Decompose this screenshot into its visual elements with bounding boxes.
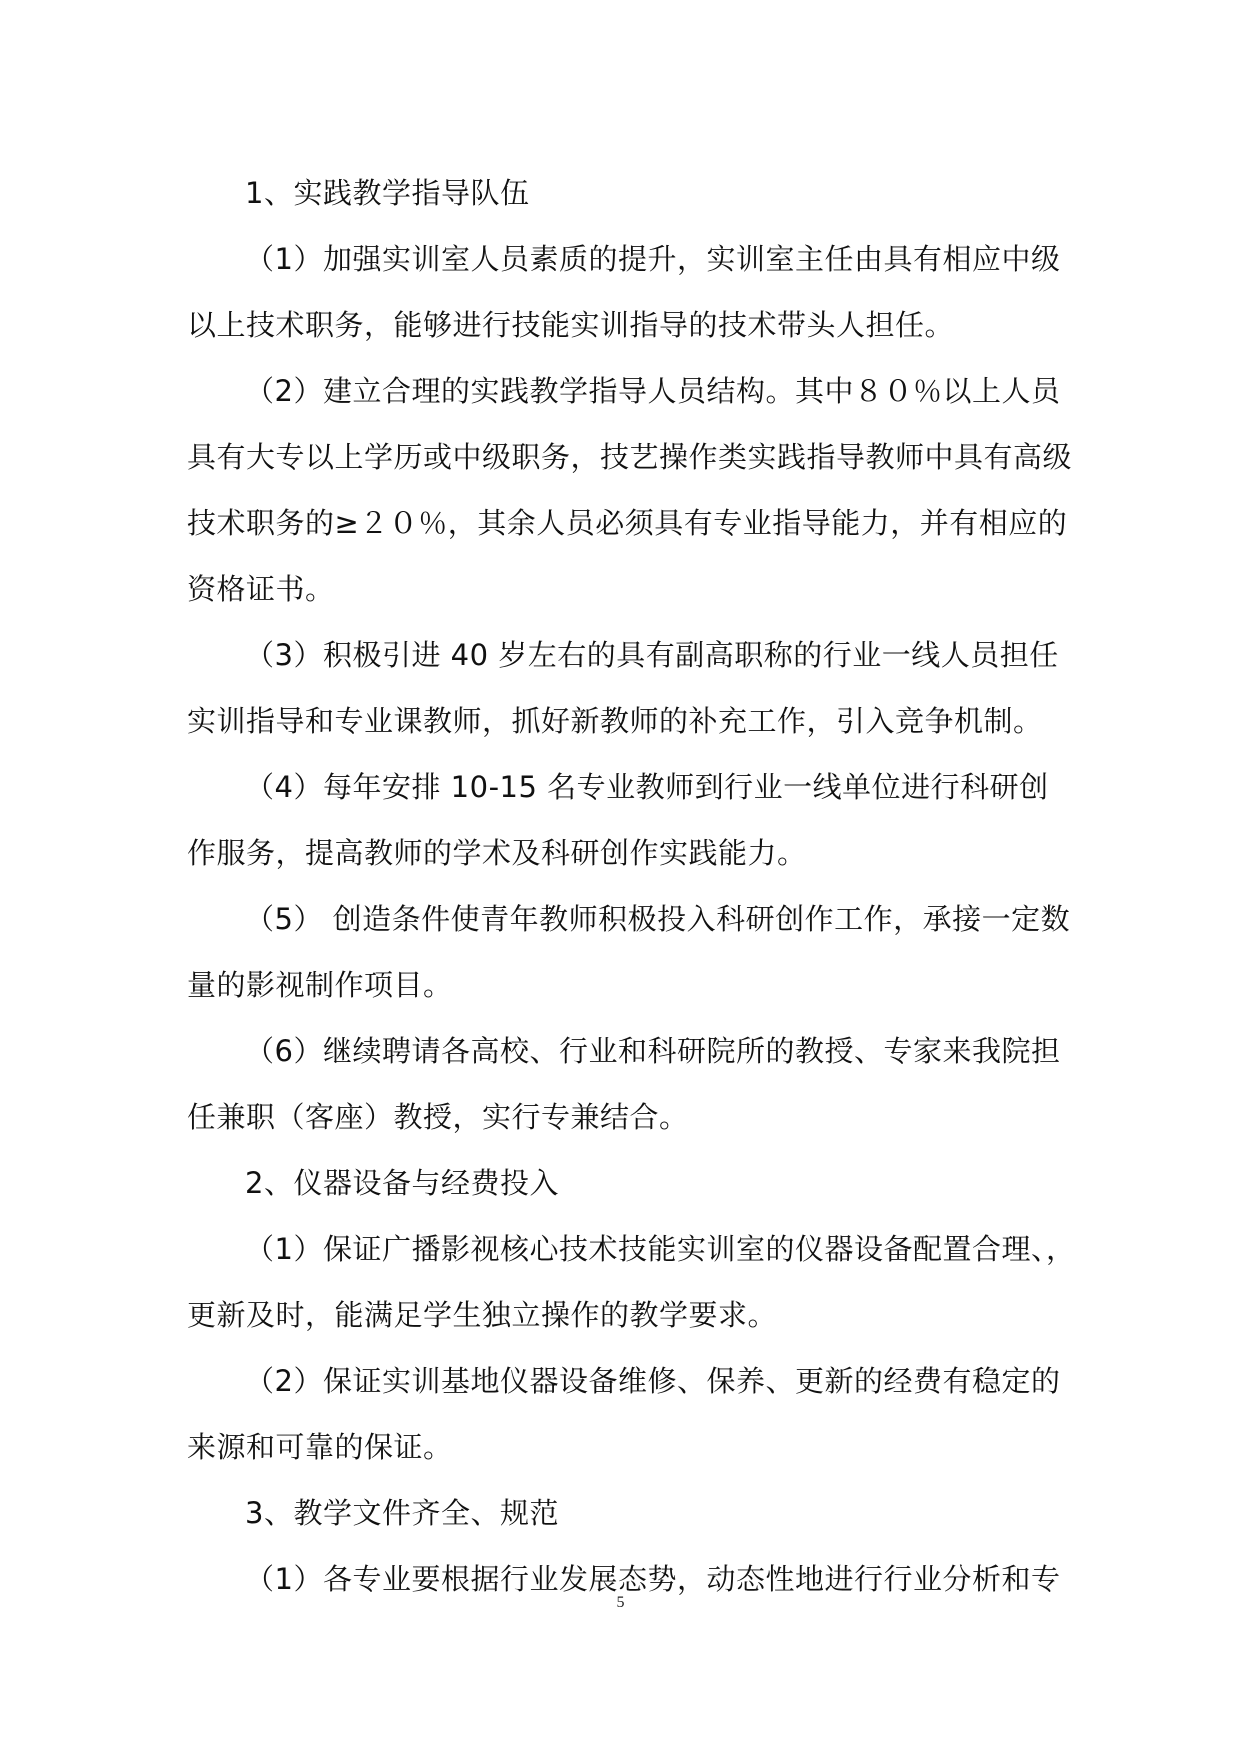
text-line: （1）加强实训室人员素质的提升，实训室主任由具有相应中级 (245, 242, 1061, 276)
text-line: 以上技术职务，能够进行技能实训指导的技术带头人担任。 (187, 308, 955, 342)
text-line: （1）保证广播影视核心技术技能实训室的仪器设备配置合理、， (245, 1232, 1076, 1266)
text-line: 具有大专以上学历或中级职务，技艺操作类实践指导教师中具有高级 (187, 440, 1073, 474)
text-line: 量的影视制作项目。 (187, 968, 453, 1002)
text-line: （6）继续聘请各高校、行业和科研院所的教授、专家来我院担 (245, 1034, 1061, 1068)
document-body (187, 160, 1076, 1612)
text-line: 来源和可靠的保证。 (187, 1430, 453, 1464)
text-line: （1）各专业要根据行业发展态势，动态性地进行行业分析和专 (245, 1562, 1061, 1596)
text-line: 2、仪器设备与经费投入 (245, 1166, 559, 1200)
text-line: 技术职务的≥２０％，其余人员必须具有专业指导能力，并有相应的 (187, 506, 1068, 540)
text-line: 资格证书。 (187, 572, 335, 606)
text-line: 1、实践教学指导队伍 (245, 176, 530, 210)
text-line: （5） 创造条件使青年教师积极投入科研创作工作，承接一定数 (245, 902, 1071, 936)
text-line: 实训指导和专业课教师，抓好新教师的补充工作，引入竞争机制。 (187, 704, 1043, 738)
text-line: （2）建立合理的实践教学指导人员结构。其中８０％以上人员 (245, 374, 1061, 408)
text-line: 3、教学文件齐全、规范 (245, 1496, 559, 1530)
text-line: 作服务，提高教师的学术及科研创作实践能力。 (187, 836, 807, 870)
page-number: 5 (616, 1594, 625, 1611)
text-line: （3）积极引进 40 岁左右的具有副高职称的行业一线人员担任 (245, 638, 1059, 672)
text-line: （4）每年安排 10-15 名专业教师到行业一线单位进行科研创 (245, 770, 1049, 804)
text-line: 更新及时，能满足学生独立操作的教学要求。 (187, 1298, 778, 1332)
text-line: 任兼职（客座）教授，实行专兼结合。 (187, 1100, 689, 1134)
text-line: （2）保证实训基地仪器设备维修、保养、更新的经费有稳定的 (245, 1364, 1061, 1398)
